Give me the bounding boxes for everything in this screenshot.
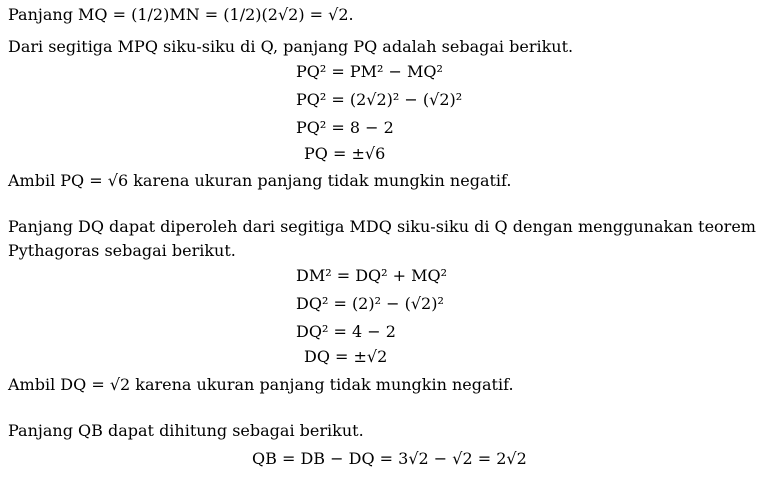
paragraph-dq-conclusion: Ambil DQ = √2 karena ukuran panjang tidak mungkin negatif. bbox=[8, 375, 514, 394]
equation-dq-4: DQ = ±√2 bbox=[304, 347, 388, 366]
equation-dq-3: DQ² = 4 − 2 bbox=[296, 322, 396, 341]
equation-pq-4: PQ = ±√6 bbox=[304, 144, 386, 163]
paragraph-mq: Panjang MQ = (1/2)MN = (1/2)(2√2) = √2. bbox=[8, 5, 354, 24]
paragraph-pq-conclusion: Ambil PQ = √6 karena ukuran panjang tidak mungkin negatif. bbox=[8, 171, 512, 190]
equation-qb: QB = DB − DQ = 3√2 − √2 = 2√2 bbox=[252, 449, 527, 468]
equation-pq-2: PQ² = (2√2)² − (√2)² bbox=[296, 90, 463, 109]
equation-dq-1: DM² = DQ² + MQ² bbox=[296, 266, 448, 285]
paragraph-dq-intro-line1: Panjang DQ dapat diperoleh dari segitiga MDQ siku-siku di Q dengan menggunakan teorem bbox=[8, 217, 756, 236]
paragraph-dq-intro-line2: Pythagoras sebagai berikut. bbox=[8, 241, 236, 260]
equation-dq-2: DQ² = (2)² − (√2)² bbox=[296, 294, 444, 313]
paragraph-pq-intro: Dari segitiga MPQ siku-siku di Q, panjang PQ adalah sebagai berikut. bbox=[8, 37, 574, 56]
equation-pq-3: PQ² = 8 − 2 bbox=[296, 118, 394, 137]
equation-pq-1: PQ² = PM² − MQ² bbox=[296, 62, 443, 81]
paragraph-qb-intro: Panjang QB dapat dihitung sebagai berikut. bbox=[8, 421, 364, 440]
